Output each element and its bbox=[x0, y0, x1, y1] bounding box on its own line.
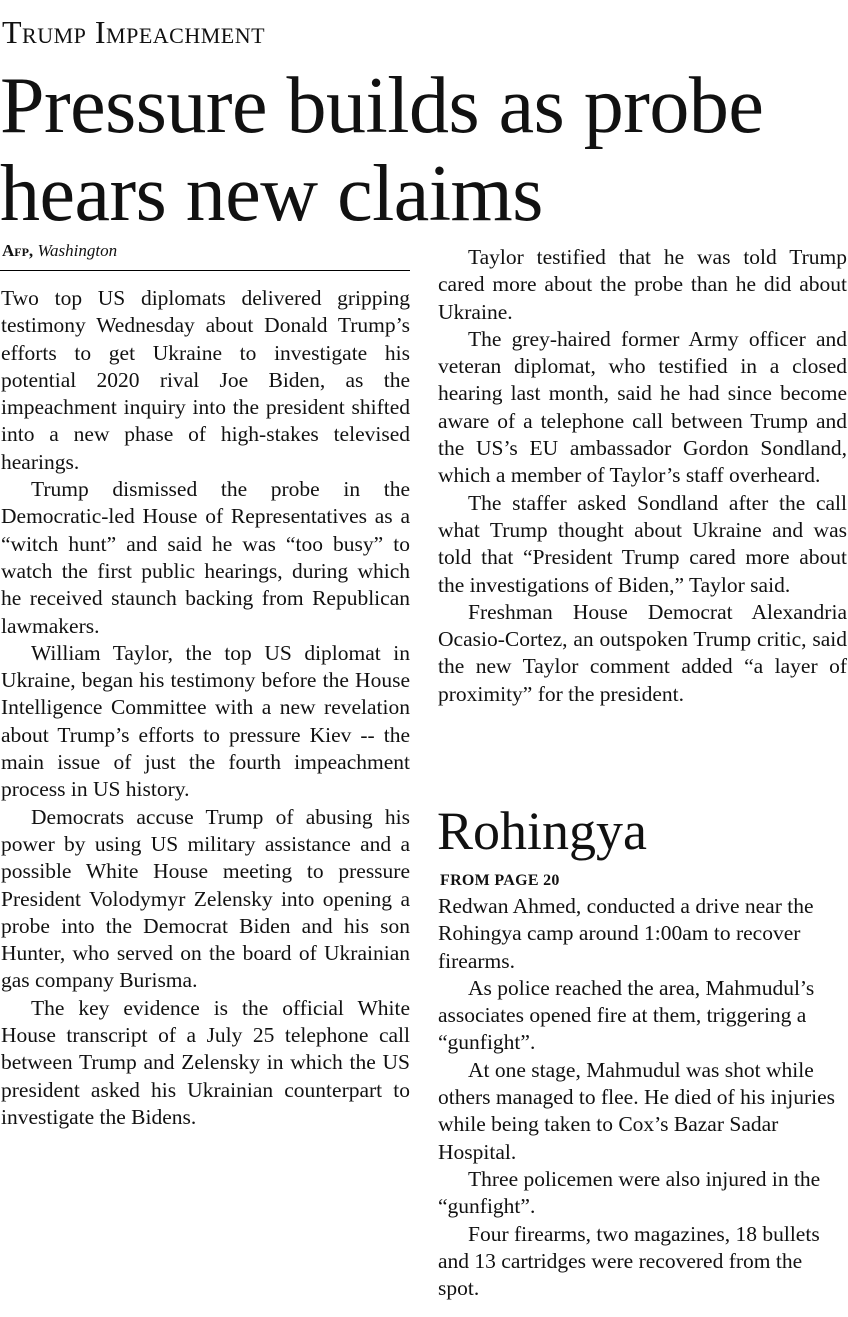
paragraph: Taylor testified that he was told Trump cared more about the probe than he did about Ukraine. bbox=[438, 245, 847, 324]
byline-agency: Afp, bbox=[2, 241, 34, 260]
rohingya-column bbox=[438, 893, 847, 1302]
story-column-1 bbox=[1, 285, 410, 1131]
jump-line: FROM PAGE 20 bbox=[440, 872, 560, 889]
story-column-2 bbox=[438, 244, 847, 708]
headline-line-1: Pressure builds as probe bbox=[0, 62, 764, 150]
paragraph: Redwan Ahmed, conducted a drive near the Rohingya camp around 1:00am to recover firearms. bbox=[438, 894, 814, 973]
headline bbox=[0, 62, 848, 238]
section-kicker: Trump Impeachment bbox=[2, 14, 266, 50]
paragraph: The staffer asked Sondland after the call what Trump thought about Ukraine and was told that “President Trump cared more about the investigations of Biden,” Taylor said. bbox=[438, 490, 847, 597]
rohingya-title: Rohingya bbox=[437, 801, 647, 861]
paragraph: Three policemen were also injured in the “gunfight”. bbox=[438, 1166, 821, 1219]
paragraph: Democrats accuse Trump of abusing his power by using US military assistance and a possible White House meeting to pressure President Volodymyr Zelensky into opening a probe into the Democrat Biden and his son Hunter, who served on the board of Ukrainian gas company Burisma. bbox=[1, 804, 410, 993]
paragraph: Freshman House Democrat Alexandria Ocasio-Cortez, an outspoken Trump critic, said the new Taylor comment added “a layer of proximity” for the president. bbox=[438, 599, 847, 706]
paragraph: At one stage, Mahmudul was shot while others managed to flee. He died of his injuries while being taken to Cox’s Bazar Sadar Hospital. bbox=[438, 1057, 836, 1164]
paragraph: Two top US diplomats delivered gripping testimony Wednesday about Donald Trump’s efforts to get Ukraine to investigate his potential 2020 rival Joe Biden, as the impeachment inquiry into the president shifted into a new phase of high-stakes televised hearings. bbox=[1, 286, 410, 474]
paragraph: Four firearms, two magazines, 18 bullets and 13 cartridges were recovered from the spot. bbox=[438, 1221, 820, 1301]
byline-location: Washington bbox=[37, 241, 118, 260]
paragraph: William Taylor, the top US diplomat in Ukraine, began his testimony before the House Intelligence Committee with a new revelation about Trump’s efforts to pressure Kiev -- the main issue of just the fourth impeachment process in US history. bbox=[1, 640, 410, 802]
paragraph: The key evidence is the official White House transcript of a July 25 telephone call between Trump and Zelensky in which the US president asked his Ukrainian counterpart to investigate the Bidens. bbox=[1, 995, 410, 1129]
paragraph: The grey-haired former Army officer and veteran diplomat, who testified in a closed hearing last month, said he had since become aware of a telephone call between Trump and the US’s EU ambassador Gordon Sondland, which a member of Taylor’s staff overheard. bbox=[438, 326, 847, 488]
paragraph: As police reached the area, Mahmudul’s associates opened fire at them, triggering a “gunfight”. bbox=[438, 975, 815, 1055]
byline-rule bbox=[0, 270, 410, 271]
byline bbox=[2, 240, 117, 262]
paragraph: Trump dismissed the probe in the Democratic-led House of Representatives as a “witch hunt” and said he was “too busy” to watch the first public hearings, during which he received staunch backing from Republican lawmakers. bbox=[1, 477, 410, 638]
headline-line-2: hears new claims bbox=[0, 150, 543, 238]
